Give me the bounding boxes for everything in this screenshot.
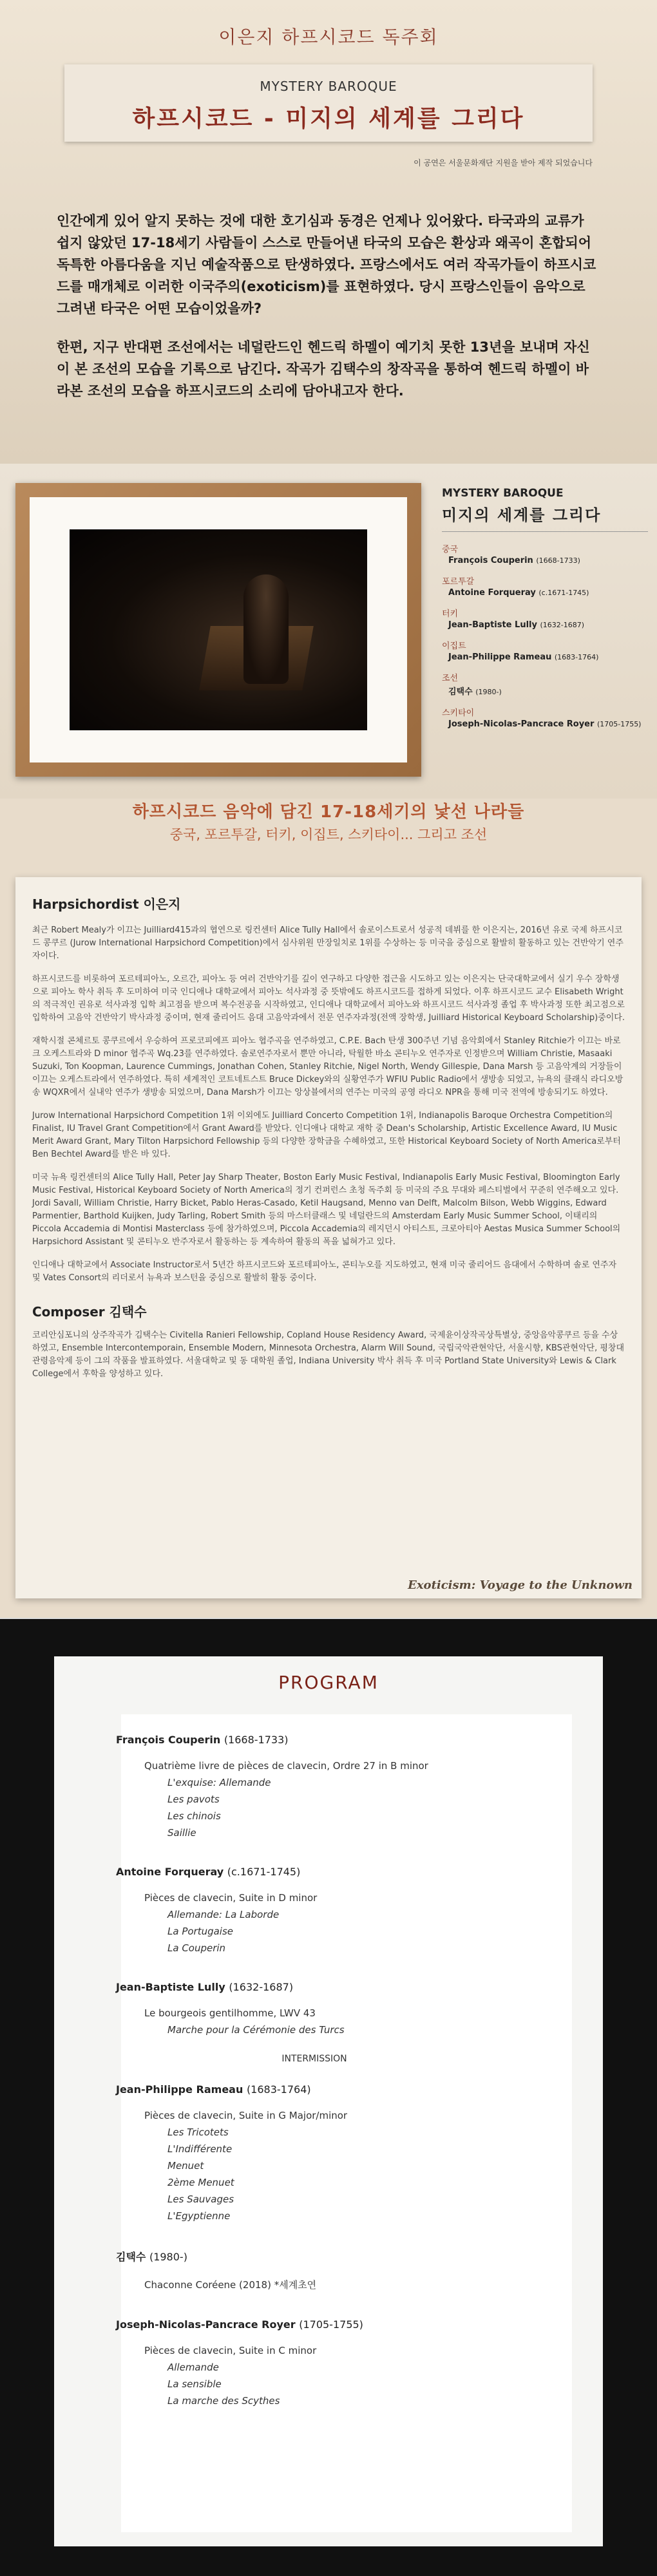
theme-line-2: 중국, 포르투갈, 터키, 이집트, 스키타이... 그리고 조선 bbox=[169, 827, 488, 842]
overview-composer: Antoine Forqueray bbox=[448, 588, 536, 598]
program-movement: Les pavots bbox=[167, 1794, 220, 1805]
overview-item bbox=[442, 607, 648, 630]
overview-dates: (1980-) bbox=[475, 688, 502, 696]
bio-paragraph: 미국 뉴욕 링컨센터의 Alice Tully Hall, Peter Jay Sharp Theater, Boston Early Music Festival, Indianapolis Early Music Festival, Bloomington Early Music Festival, Historical Keyboard Society of North America의 정기 컨퍼런스 초청 독주회 등 미국의 주요 무대와 페스티벌에서 꾸준히 연주해오고 있다. Jordi Savall, William Christie, Harry Bicket, Pablo Heras-Casado, Ketil Haugsand, Menno van Delft, Malcolm Bilson, Webb Wiggins, Edward Parmentier, Barthold Kuijken, Judy Tarling, Robert Smith 등의 마스터클래스 및 네덜란드의 Amsterdam Early Music Summer School, 이태리의 Piccola Accademia di Montisi Masterclass 등에 참가하였으며, Piccola Accademia의 레지던시 아티스트, 크로아티아 Aestas Musica Summer School의 Harpsichord Assistant 및 콘티누오 반주자로서 활동하는 등 계속하여 활동의 폭을 넓혀가고 있다. bbox=[32, 1173, 621, 1247]
overview-composer: Joseph-Nicolas-Pancrace Royer bbox=[448, 719, 595, 729]
program-composer: Jean-Baptiste Lully (1632-1687) bbox=[116, 1981, 294, 1993]
bio-paragraph: 최근 Robert Mealy가 이끄는 Juilliard415과의 협연으로 링컨센터 Alice Tully Hall에서 솔로이스트로서 성공적 데뷔를 한 이은지는, 2016년 유로 국제 하프시코드 콩쿠르 (Jurow International Harpsichord Competition)에서 심사위원 만장일치로 1위를 수상하는 등 미국을 중심으로 활발히 활동하고 있는 건반악기 연주자이다. bbox=[32, 925, 624, 961]
composer-heading: Composer 김택수 bbox=[32, 1304, 147, 1320]
support-note: 이 공연은 서울문화재단 지원을 받아 제작 되었습니다 bbox=[414, 158, 593, 167]
program-overview bbox=[442, 487, 648, 738]
program-movement: Allemande: La Laborde bbox=[167, 1909, 280, 1920]
bio-paragraph: 하프시코드를 비롯하여 포르테피아노, 오르간, 피아노 등 여러 건반악기를 깊이 연구하고 다양한 접근을 시도하고 있는 이은지는 단국대학교에서 실기 우수 장학생으로 피아노 학사 취득 후 도미하여 미국 인디애나 대학교에서 피아노 석사과정 중 뜻밖에도 하프시코드를 접하게 되었다. 이후 하프시코드 교수 Elisabeth Wright의 적극적인 권유로 석사과정 입학 최고점을 받으며 복수전공을 시작하였고, 인디애나 대학교에서 피아노와 하프시코드 석사과정 졸업 후 박사과정 또한 최고점으로 입학하여 고음악 건반악기 박사과정 중이며, 현재 줄리어드 음대 고음악과에서 전문 연주자과정(전액 장학생, Juilliard Historical Keyboard Scholarship)중이다. bbox=[32, 974, 625, 1023]
overview-dates: (1705-1755) bbox=[596, 720, 642, 728]
biography-panel bbox=[15, 877, 642, 1598]
program-movement: Les Sauvages bbox=[167, 2193, 234, 2205]
overview-country: 스키타이 bbox=[442, 708, 475, 718]
program-movement: La Portugaise bbox=[167, 1926, 234, 1937]
overview-dates: (1683-1764) bbox=[554, 653, 599, 661]
program-movement: La Couperin bbox=[167, 1942, 226, 1954]
program-movement: Allemande bbox=[167, 2362, 219, 2373]
overview-ko: 미지의 세계를 그리다 bbox=[442, 506, 602, 524]
program-work: Pièces de clavecin, Suite in C minor bbox=[144, 2345, 317, 2356]
program-work: Chaconne Coréene (2018) *세계초연 bbox=[144, 2279, 317, 2291]
overview-country: 조선 bbox=[442, 674, 459, 683]
overview-country: 중국 bbox=[442, 545, 459, 554]
composer-paragraph: 코리안심포니의 상주작곡가 김택수는 Civitella Ranieri Fellowship, Copland House Residency Award, 국제윤이상작곡상특별상, 중앙음악콩쿠르 등을 수상하였고, Ensemble Intercontemporain, Ensemble Modern, Minnesota Orchestra, Alarm Will Sound, 국립국악관현악단, 서울시향, KBS관현악단, 평창대관령음악제 등이 그의 작품을 발표하였다. 서울대학교 및 동 대학원 졸업, Indiana University 박사 취득 후 미국 Portland State University와 Lewis & Clark College에서 후학을 양성하고 있다. bbox=[32, 1331, 625, 1379]
photo-frame bbox=[15, 483, 421, 777]
program-work: Quatrième livre de pièces de clavecin, Ordre 27 in B minor bbox=[144, 1760, 428, 1772]
program-composer: Antoine Forqueray (c.1671-1745) bbox=[116, 1866, 301, 1878]
overview-item bbox=[442, 574, 648, 598]
tagline: Exoticism: Voyage to the Unknown bbox=[408, 1578, 633, 1592]
header-section bbox=[0, 0, 657, 464]
festival-title: 이은지 하프시코드 독주회 bbox=[218, 26, 439, 48]
overview-item bbox=[442, 671, 648, 697]
overview-composer: Jean-Philippe Rameau bbox=[448, 652, 552, 662]
bio-paragraph: 인디애나 대학교에서 Associate Instructor로서 5년간 하프시코드와 포르테피아노, 콘티누오를 지도하였고, 현재 미국 줄리어드 음대에서 수학하며 솔로 연주자 및 Vates Consort의 리더로서 뉴욕과 보스턴을 중심으로 활발히 활동 중이다. bbox=[32, 1260, 617, 1283]
overview-dates: (c.1671-1745) bbox=[538, 589, 589, 597]
program-movement: La sensible bbox=[167, 2378, 222, 2390]
overview-dates: (1668-1733) bbox=[536, 556, 580, 565]
overview-dates: (1632-1687) bbox=[540, 621, 585, 629]
overview-en: MYSTERY BAROQUE bbox=[442, 487, 564, 500]
program-movement: L'Indifférente bbox=[167, 2143, 233, 2155]
overview-composer: 김택수 bbox=[448, 687, 473, 697]
overview-item bbox=[442, 542, 648, 565]
overview-item bbox=[442, 706, 648, 729]
intro-text bbox=[57, 210, 602, 419]
program-work: Pièces de clavecin, Suite in D minor bbox=[144, 1892, 318, 1904]
overview-country: 터키 bbox=[442, 609, 459, 619]
program-movement: La marche des Scythes bbox=[167, 2395, 280, 2407]
banner-korean-title: 하프시코드 - 미지의 세계를 그리다 bbox=[132, 106, 525, 132]
program-card bbox=[54, 1656, 603, 2546]
overview-divider bbox=[442, 531, 648, 532]
program-movement: Les chinois bbox=[167, 1810, 221, 1822]
program-title: PROGRAM bbox=[278, 1672, 379, 1693]
intermission: INTERMISSION bbox=[281, 2054, 347, 2064]
program-work: Le bourgeois gentilhomme, LWV 43 bbox=[144, 2007, 316, 2019]
program-items bbox=[116, 1714, 572, 2410]
program-movement: Marche pour la Cérémonie des Turcs bbox=[167, 2024, 345, 2036]
performer-photo bbox=[70, 529, 367, 730]
bio-paragraph: Jurow International Harpsichord Competition 1위 이외에도 Juilliard Concerto Competition 1위, Indianapolis Baroque Orchestra Competition의 Finalist, IU Travel Grant Competition에서 Grant Award를 받았다. 인디애나 대학교 재학 중 Dean's Scholarship, Artistic Excellence Award, IU Music Merit Award Grant, Mary Tilton Harpsichord Fellowship 등의 다양한 장학금을 수혜하였고, 또한 Historical Keyboard Society of North America로부터 Ben Bechtel Award를 받은 바 있다. bbox=[32, 1111, 621, 1159]
program-movement: L'exquise: Allemande bbox=[167, 1777, 271, 1788]
program-composer: 김택수 (1980-) bbox=[116, 2251, 187, 2263]
overview-composer: Jean-Baptiste Lully bbox=[448, 620, 537, 630]
program-movement: L'Egyptienne bbox=[167, 2210, 231, 2222]
overview-item bbox=[442, 639, 648, 662]
overview-composer: François Couperin bbox=[448, 556, 533, 565]
overview-country: 포르투갈 bbox=[442, 577, 475, 587]
program-composer: Jean-Philippe Rameau (1683-1764) bbox=[116, 2083, 311, 2096]
program-list bbox=[116, 1714, 572, 2532]
title-banner bbox=[64, 64, 593, 142]
program-composer: Joseph-Nicolas-Pancrace Royer (1705-1755) bbox=[116, 2318, 363, 2331]
banner-english-title: MYSTERY BAROQUE bbox=[260, 79, 397, 94]
program-movement: 2ème Menuet bbox=[167, 2177, 234, 2188]
intro-paragraph-2: 한편, 지구 반대편 조선에서는 네덜란드인 헨드릭 하멜이 예기치 못한 13년을 보내며 자신이 본 조선의 모습을 기록으로 남긴다. 작곡가 김택수의 창작곡을 통하여 헨드릭 하멜이 바라본 조선의 모습을 하프시코드의 소리에 담아내고자 한다. bbox=[57, 339, 590, 399]
overview-country: 이집트 bbox=[442, 641, 466, 651]
intro-paragraph-1: 인간에게 있어 알지 못하는 것에 대한 호기심과 동경은 언제나 있어왔다. 타국과의 교류가 쉽지 않았던 17-18세기 사람들이 스스로 만들어낸 타국의 모습은 환상과 왜곡이 혼합되어 독특한 아름다움을 지닌 예술작품으로 탄생하였다. 프랑스에서도 여러 작곡가들이 하프시코드를 매개체로 이러한 이국주의(exoticism)를 표현하였다. 당시 프랑스인들이 음악으로 그려낸 타국은 어떤 모습이었을까? bbox=[57, 213, 596, 316]
photo-section bbox=[0, 464, 657, 799]
theme-line-1: 하프시코드 음악에 담긴 17-18세기의 낯선 나라들 bbox=[132, 802, 525, 822]
program-work: Pièces de clavecin, Suite in G Major/minor bbox=[144, 2110, 348, 2121]
performer-silhouette bbox=[243, 574, 289, 684]
photo-mat bbox=[30, 497, 407, 762]
bio-paragraph: 재학시절 콘체르토 콩쿠르에서 우승하여 프로코피에프 피아노 협주곡을 연주하였고, C.P.E. Bach 탄생 300주년 기념 음악회에서 Stanley Ritchie가 이끄는 바로크 오케스트라와 D minor 협주곡 Wq.23를 연주하였다. 솔로연주자로서 뿐만 아니라, 탁월한 바소 콘티누오 연주자로 인정받으며 William Christie, Masaaki Suzuki, Ton Koopman, Laurence Cummings, Jonathan Cohen, Stanley Ritchie, Nigel North, Wendy Gillespie, Dana Marsh 등 고음악계의 거장들이 이끄는 오케스트라에서 연주하였다. 특히 세계적인 코트네트스트 Bruce Dickey와의 실황연주가 WFIU Public Radio에서 생방송 되었고, 뉴욕의 클래식 라디오방송 WQXR에서 실내악 연주가 생방송 되었으며, Dana Marsh가 이끄는 앙상블에서의 연주는 미국의 공영 라디오 NPR을 통해 미국 전역에 방송되기도 하였다. bbox=[32, 1036, 624, 1097]
program-composer: François Couperin (1668-1733) bbox=[116, 1734, 289, 1746]
program-movement: Menuet bbox=[167, 2160, 204, 2172]
program-movement: Les Tricotets bbox=[167, 2126, 229, 2138]
harpsichordist-heading: Harpsichordist 이은지 bbox=[32, 896, 181, 912]
program-movement: Saillie bbox=[167, 1827, 196, 1839]
